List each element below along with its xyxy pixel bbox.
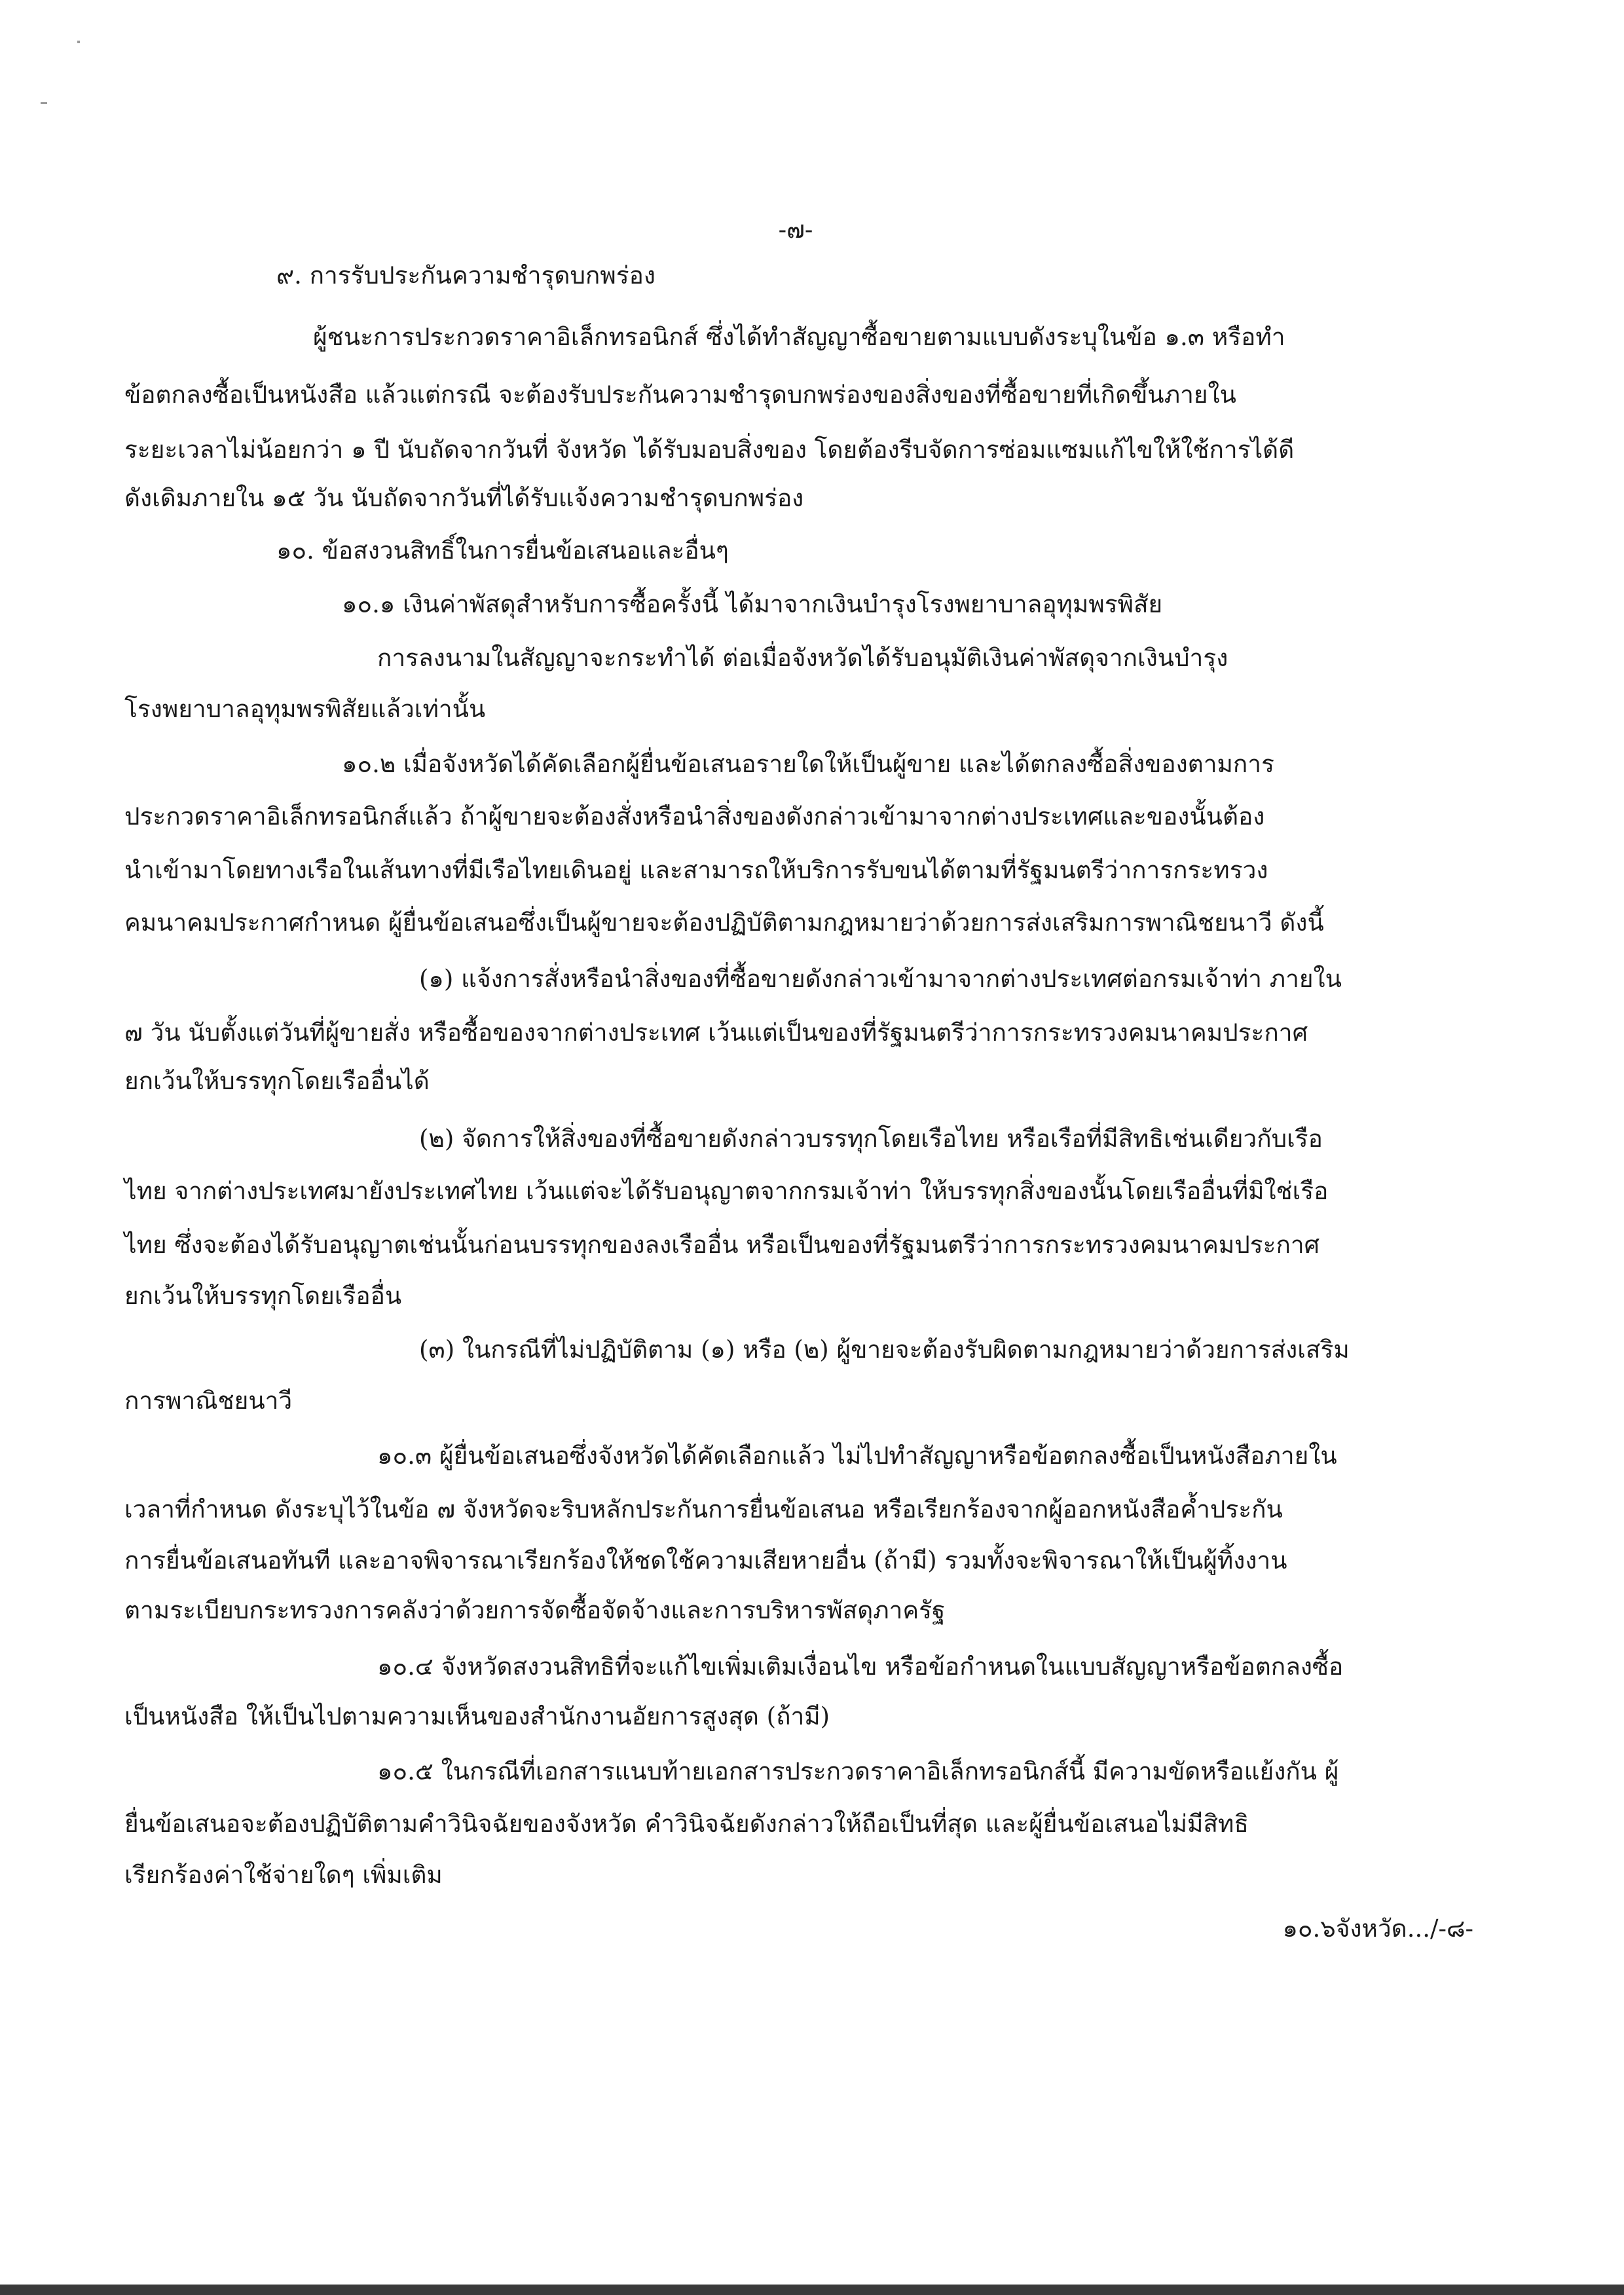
clause-10-2-line: ประกวดราคาอิเล็กทรอนิกส์แล้ว ถ้าผู้ขายจะต้องสั่งหรือนำสิ่งของดังกล่าวเข้ามาจากต่างประเทศและของนั้นต้อง <box>124 802 1265 830</box>
section-9-line: ผู้ชนะการประกวดราคาอิเล็กทรอนิกส์ ซึ่งได้ทำสัญญาซื้อขายตามแบบดังระบุในข้อ ๑.๓ หรือทำ <box>313 323 1285 351</box>
item-2-line: ยกเว้นให้บรรทุกโดยเรืออื่น <box>124 1282 402 1310</box>
clause-10-1-line: ๑๐.๑ เงินค่าพัสดุสำหรับการซื้อครั้งนี้ ได้มาจากเงินบำรุงโรงพยาบาลอุทุมพรพิสัย <box>342 590 1163 618</box>
clause-10-3-line: การยื่นข้อเสนอทันที และอาจพิจารณาเรียกร้องให้ชดใช้ความเสียหายอื่น (ถ้ามี) รวมทั้งจะพิจารณาให้เป็นผู้ทิ้งงาน <box>124 1546 1287 1575</box>
continuation-marker: ๑๐.๖จังหวัด.../-๘- <box>1282 1914 1473 1943</box>
clause-10-4-line: เป็นหนังสือ ให้เป็นไปตามความเห็นของสำนักงานอัยการสูงสุด (ถ้ามี) <box>124 1702 830 1730</box>
section-9-line: ข้อตกลงซื้อเป็นหนังสือ แล้วแต่กรณี จะต้องรับประกันความชำรุดบกพร่องของสิ่งของที่ซื้อขายที่เกิดขึ้นภายใน <box>124 381 1236 409</box>
section-9-line: ระยะเวลาไม่น้อยกว่า ๑ ปี นับถัดจากวันที่ จังหวัด ได้รับมอบสิ่งของ โดยต้องรีบจัดการซ่อมแซมแก้ไขให้ใช้การได้ดี <box>124 436 1295 464</box>
clause-10-3-line: ตามระเบียบกระทรวงการคลังว่าด้วยการจัดซื้อจัดจ้างและการบริหารพัสดุภาครัฐ <box>124 1596 946 1624</box>
clause-10-4-line: ๑๐.๔ จังหวัดสงวนสิทธิที่จะแก้ไขเพิ่มเติมเงื่อนไข หรือข้อกำหนดในแบบสัญญาหรือข้อตกลงซื้อ <box>377 1652 1344 1681</box>
clause-10-5-line: ยื่นข้อเสนอจะต้องปฏิบัติตามคำวินิจฉัยของจังหวัด คำวินิจฉัยดังกล่าวให้ถือเป็นที่สุด และผู้ยื่นข้อเสนอไม่มีสิทธิ <box>124 1810 1249 1838</box>
clause-10-1-line: โรงพยาบาลอุทุมพรพิสัยแล้วเท่านั้น <box>124 695 486 723</box>
clause-10-3-line: เวลาที่กำหนด ดังระบุไว้ในข้อ ๗ จังหวัดจะริบหลักประกันการยื่นข้อเสนอ หรือเรียกร้องจากผู้ออกหนังสือค้ำประกัน <box>124 1495 1283 1523</box>
scan-mark <box>77 41 80 43</box>
clause-10-1-line: การลงนามในสัญญาจะกระทำได้ ต่อเมื่อจังหวัดได้รับอนุมัติเงินค่าพัสดุจากเงินบำรุง <box>377 644 1228 672</box>
clause-10-2-line: คมนาคมประกาศกำหนด ผู้ยื่นข้อเสนอซึ่งเป็นผู้ขายจะต้องปฏิบัติตามกฎหมายว่าด้วยการส่งเสริมการพาณิชยนาวี ดังนี้ <box>124 908 1324 937</box>
clause-10-5-line: ๑๐.๕ ในกรณีที่เอกสารแนบท้ายเอกสารประกวดราคาอิเล็กทรอนิกส์นี้ มีความขัดหรือแย้งกัน ผู้ <box>377 1757 1339 1785</box>
item-2-line: (๒) จัดการให้สิ่งของที่ซื้อขายดังกล่าวบรรทุกโดยเรือไทย หรือเรือที่มีสิทธิเช่นเดียวกับเรือ <box>419 1125 1323 1153</box>
item-1-line: ๗ วัน นับตั้งแต่วันที่ผู้ขายสั่ง หรือซื้อของจากต่างประเทศ เว้นแต่เป็นของที่รัฐมนตรีว่าการกระทรวงคมนาคมประกาศ <box>124 1018 1308 1047</box>
item-3-line: (๓) ในกรณีที่ไม่ปฏิบัติตาม (๑) หรือ (๒) ผู้ขายจะต้องรับผิดตามกฎหมายว่าด้วยการส่งเสริม <box>419 1335 1350 1364</box>
section-9-line: ดังเดิมภายใน ๑๕ วัน นับถัดจากวันที่ได้รับแจ้งความชำรุดบกพร่อง <box>124 484 804 512</box>
item-1-line: (๑) แจ้งการสั่งหรือนำสิ่งของที่ซื้อขายดังกล่าวเข้ามาจากต่างประเทศต่อกรมเจ้าท่า ภายใน <box>419 965 1342 993</box>
section-9-heading: ๙. การรับประกันความชำรุดบกพร่อง <box>276 261 655 289</box>
clause-10-5-line: เรียกร้องค่าใช้จ่ายใดๆ เพิ่มเติม <box>124 1861 443 1889</box>
item-3-line: การพาณิชยนาวี <box>124 1387 293 1415</box>
page-number: -๗- <box>778 215 813 244</box>
clause-10-2-line: นำเข้ามาโดยทางเรือในเส้นทางที่มีเรือไทยเดินอยู่ และสามารถให้บริการรับขนได้ตามที่รัฐมนตรีว่าการกระทรวง <box>124 856 1268 884</box>
scan-mark <box>41 102 47 104</box>
item-1-line: ยกเว้นให้บรรทุกโดยเรืออื่นได้ <box>124 1067 430 1095</box>
section-10-heading: ๑๐. ข้อสงวนสิทธิ์ในการยื่นข้อเสนอและอื่นๆ <box>276 536 729 565</box>
clause-10-2-line: ๑๐.๒ เมื่อจังหวัดได้คัดเลือกผู้ยื่นข้อเสนอรายใดให้เป็นผู้ขาย และได้ตกลงซื้อสิ่งของตามการ <box>342 750 1274 778</box>
clause-10-3-line: ๑๐.๓ ผู้ยื่นข้อเสนอซึ่งจังหวัดได้คัดเลือกแล้ว ไม่ไปทำสัญญาหรือข้อตกลงซื้อเป็นหนังสือภายใน <box>377 1442 1337 1470</box>
scan-bottom-edge <box>0 2285 1624 2295</box>
item-2-line: ไทย ซึ่งจะต้องได้รับอนุญาตเช่นนั้นก่อนบรรทุกของลงเรืออื่น หรือเป็นของที่รัฐมนตรีว่าการกระทรวงคมนาคมประกาศ <box>124 1231 1320 1259</box>
item-2-line: ไทย จากต่างประเทศมายังประเทศไทย เว้นแต่จะได้รับอนุญาตจากกรมเจ้าท่า ให้บรรทุกสิ่งของนั้นโดยเรืออื่นที่มิใช่เรือ <box>124 1177 1329 1205</box>
